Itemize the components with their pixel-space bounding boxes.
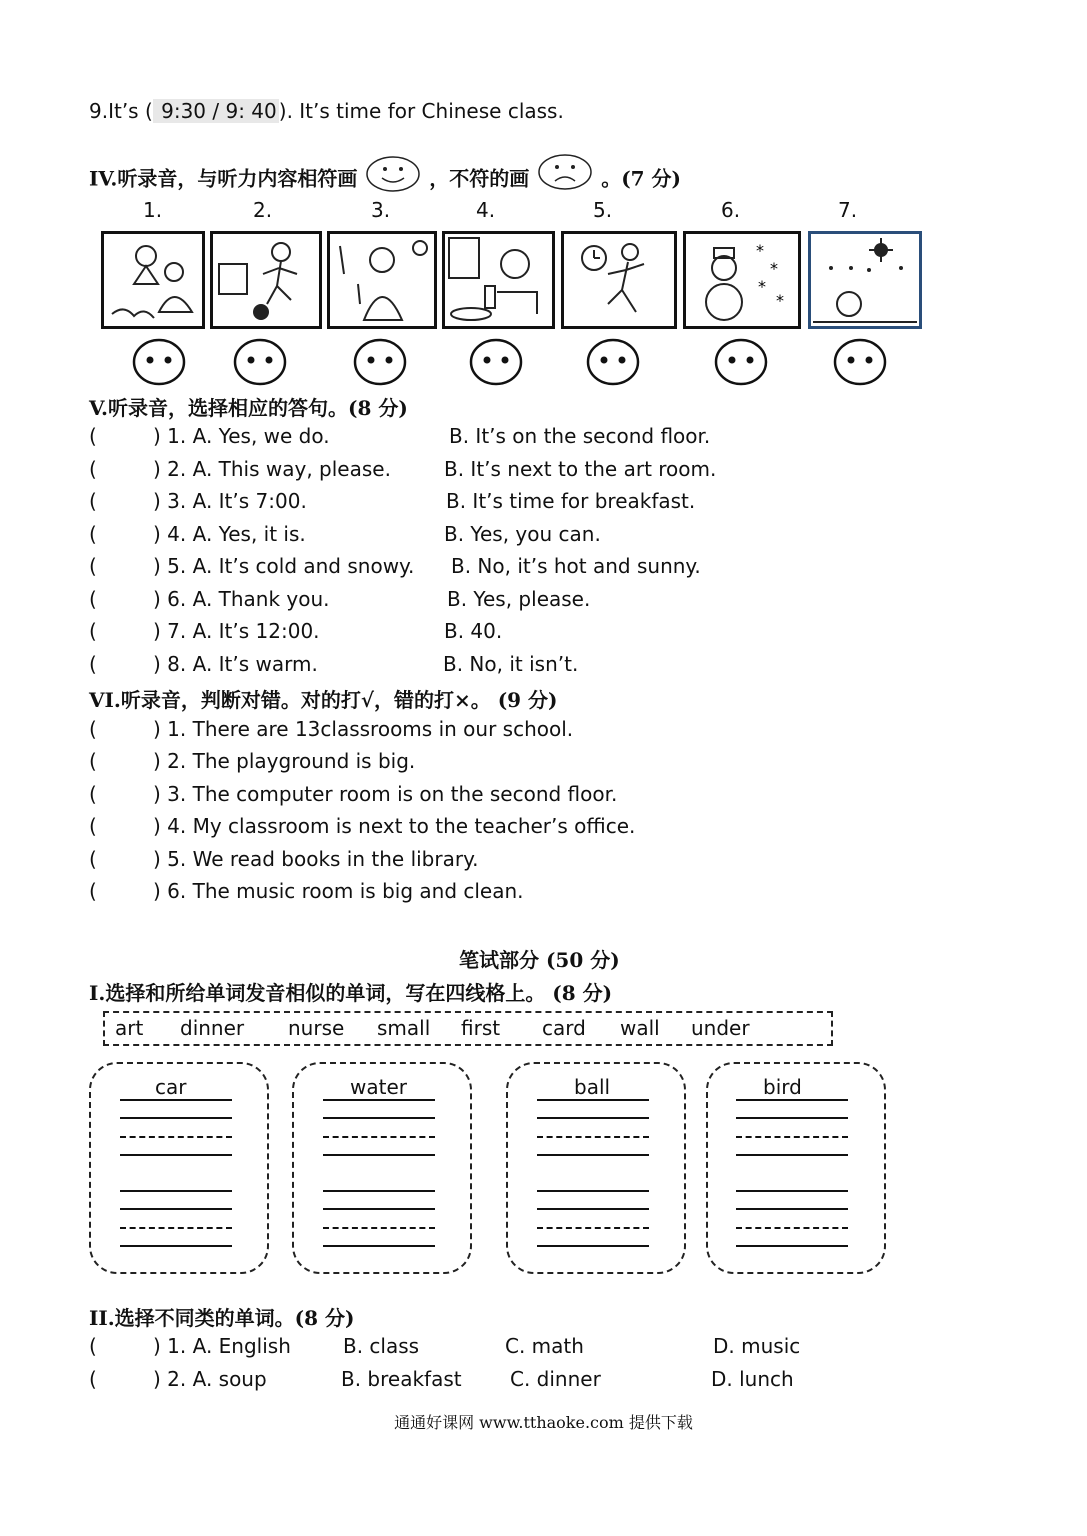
writing-line[interactable] <box>736 1208 848 1210</box>
sec5-option-b: B. Yes, you can. <box>444 522 601 546</box>
smile-answer-icon <box>353 338 407 390</box>
writing-line[interactable] <box>120 1245 232 1247</box>
boy-playing-football-picture <box>210 231 322 329</box>
q9-line <box>89 99 564 123</box>
picture-number: 1. <box>143 198 163 222</box>
writing-line[interactable] <box>537 1208 649 1210</box>
word-bank-item: under <box>691 1016 750 1040</box>
writing-line[interactable] <box>323 1117 435 1119</box>
word-bank-item: dinner <box>180 1016 245 1040</box>
writing-line[interactable] <box>736 1154 848 1156</box>
writing-line[interactable] <box>120 1136 232 1138</box>
snowman-picture <box>683 231 801 329</box>
writing-line[interactable] <box>323 1099 435 1101</box>
group-title: ball <box>574 1075 611 1099</box>
sec5-option-b: B. 40. <box>444 619 503 643</box>
written-part-title: 笔试部分 (50 分) <box>459 948 620 972</box>
picture-number: 5. <box>593 198 613 222</box>
writing-line[interactable] <box>537 1099 649 1101</box>
writing-line[interactable] <box>120 1190 232 1192</box>
smile-answer-icon <box>833 338 887 390</box>
writing-line[interactable] <box>323 1227 435 1229</box>
sec6-item: ( ) 6. The music room is big and clean. <box>89 879 524 903</box>
sec5-option-b: B. It’s on the second floor. <box>449 424 711 448</box>
sec4-title <box>89 160 681 200</box>
sec5-option-b: B. No, it’s hot and sunny. <box>451 554 701 578</box>
word-bank-item: nurse <box>288 1016 345 1040</box>
sec5-item: ( ) 1. A. Yes, we do. <box>89 424 330 448</box>
writing-line[interactable] <box>323 1190 435 1192</box>
sec5-item: ( ) 6. A. Thank you. <box>89 587 330 611</box>
w2-item: ( ) 1. A. English <box>89 1334 291 1358</box>
w2-item: ( ) 2. A. soup <box>89 1367 267 1391</box>
sec5-title: V.听录音，选择相应的答句。(8 分) <box>89 396 408 420</box>
writing-line[interactable] <box>736 1136 848 1138</box>
group-title: water <box>350 1075 407 1099</box>
picture-number: 2. <box>253 198 273 222</box>
smile-face-icon <box>364 154 422 194</box>
writing-line[interactable] <box>120 1154 232 1156</box>
writing-line[interactable] <box>736 1190 848 1192</box>
writing-line[interactable] <box>323 1208 435 1210</box>
writing-line[interactable] <box>537 1117 649 1119</box>
sec6-title: VI.听录音，判断对错。对的打√，错的打×。 (9 分) <box>89 688 558 712</box>
sec5-option-b: B. It’s time for breakfast. <box>446 489 696 513</box>
writing-line[interactable] <box>323 1245 435 1247</box>
q9-options: 9:30 / 9: 40 <box>154 99 277 123</box>
writing-line[interactable] <box>537 1245 649 1247</box>
page-footer: 通通好课网 www.tthaoke.com 提供下载 <box>394 1413 693 1432</box>
q9-suffix: ). It’s time for Chinese class. <box>278 99 564 123</box>
smile-answer-icon <box>469 338 523 390</box>
sec6-item: ( ) 5. We read books in the library. <box>89 847 479 871</box>
sad-face-icon <box>536 152 594 192</box>
sec4-title-a: IV.听录音，与听力内容相符画 <box>89 166 358 191</box>
w2-option: B. class <box>343 1334 420 1358</box>
boy-running-clock-picture <box>561 231 677 329</box>
writing-line[interactable] <box>736 1227 848 1229</box>
writing-line[interactable] <box>537 1154 649 1156</box>
writing-line[interactable] <box>736 1117 848 1119</box>
w2-option: D. lunch <box>711 1367 794 1391</box>
picture-number: 4. <box>476 198 496 222</box>
word-bank-item: art <box>115 1016 144 1040</box>
w2-option: D. music <box>713 1334 801 1358</box>
writing-line[interactable] <box>120 1227 232 1229</box>
sec5-option-b: B. No, it isn’t. <box>443 652 579 676</box>
picture-number: 3. <box>371 198 391 222</box>
writing-line[interactable] <box>736 1245 848 1247</box>
w1-title: I.选择和所给单词发音相似的单词，写在四线格上。 (8 分) <box>89 981 613 1005</box>
sec5-item: ( ) 4. A. Yes, it is. <box>89 522 306 546</box>
sec5-item: ( ) 3. A. It’s 7:00. <box>89 489 307 513</box>
word-bank-item: card <box>542 1016 586 1040</box>
smile-answer-icon <box>132 338 186 390</box>
group-title: car <box>155 1075 187 1099</box>
svg-text:*: * <box>756 241 764 260</box>
sec6-item: ( ) 4. My classroom is next to the teacher’s office. <box>89 814 636 838</box>
writing-line[interactable] <box>323 1136 435 1138</box>
q9-prefix: 9.It’s ( <box>89 99 153 123</box>
svg-text:*: * <box>758 277 766 296</box>
sec6-item: ( ) 1. There are 13classrooms in our school. <box>89 717 574 741</box>
w2-title: II.选择不同类的单词。(8 分) <box>89 1306 355 1330</box>
writing-line[interactable] <box>323 1154 435 1156</box>
w2-option: C. math <box>505 1334 584 1358</box>
sun-beach-picture <box>808 231 922 329</box>
writing-line[interactable] <box>537 1136 649 1138</box>
writing-line[interactable] <box>120 1099 232 1101</box>
sec5-item: ( ) 8. A. It’s warm. <box>89 652 318 676</box>
smile-answer-icon <box>586 338 640 390</box>
sec5-item: ( ) 7. A. It’s 12:00. <box>89 619 320 643</box>
sec6-item: ( ) 2. The playground is big. <box>89 749 416 773</box>
writing-line[interactable] <box>120 1117 232 1119</box>
sec5-option-b: B. Yes, please. <box>447 587 591 611</box>
picture-number: 6. <box>721 198 741 222</box>
sec5-option-b: B. It’s next to the art room. <box>444 457 717 481</box>
word-bank-item: wall <box>620 1016 660 1040</box>
writing-line[interactable] <box>736 1099 848 1101</box>
sec4-title-c: 。(7 分) <box>601 166 682 191</box>
w2-option: B. breakfast <box>341 1367 462 1391</box>
smile-answer-icon <box>714 338 768 390</box>
sec4-title-b: ，不符的画 <box>429 166 530 191</box>
sec5-item: ( ) 5. A. It’s cold and snowy. <box>89 554 415 578</box>
word-bank-item: small <box>377 1016 431 1040</box>
word-bank-item: first <box>461 1016 501 1040</box>
smile-answer-icon <box>233 338 287 390</box>
writing-line[interactable] <box>537 1190 649 1192</box>
girls-dancing-picture <box>101 231 205 329</box>
picture-number: 7. <box>838 198 858 222</box>
group-title: bird <box>763 1075 802 1099</box>
writing-line[interactable] <box>537 1227 649 1229</box>
svg-text:*: * <box>770 259 778 278</box>
sec6-item: ( ) 3. The computer room is on the second floor. <box>89 782 618 806</box>
girl-singing-picture <box>327 231 437 329</box>
w2-option: C. dinner <box>510 1367 601 1391</box>
sec5-item: ( ) 2. A. This way, please. <box>89 457 391 481</box>
writing-line[interactable] <box>120 1208 232 1210</box>
boy-eating-breakfast-picture <box>442 231 555 329</box>
svg-text:*: * <box>776 291 784 310</box>
